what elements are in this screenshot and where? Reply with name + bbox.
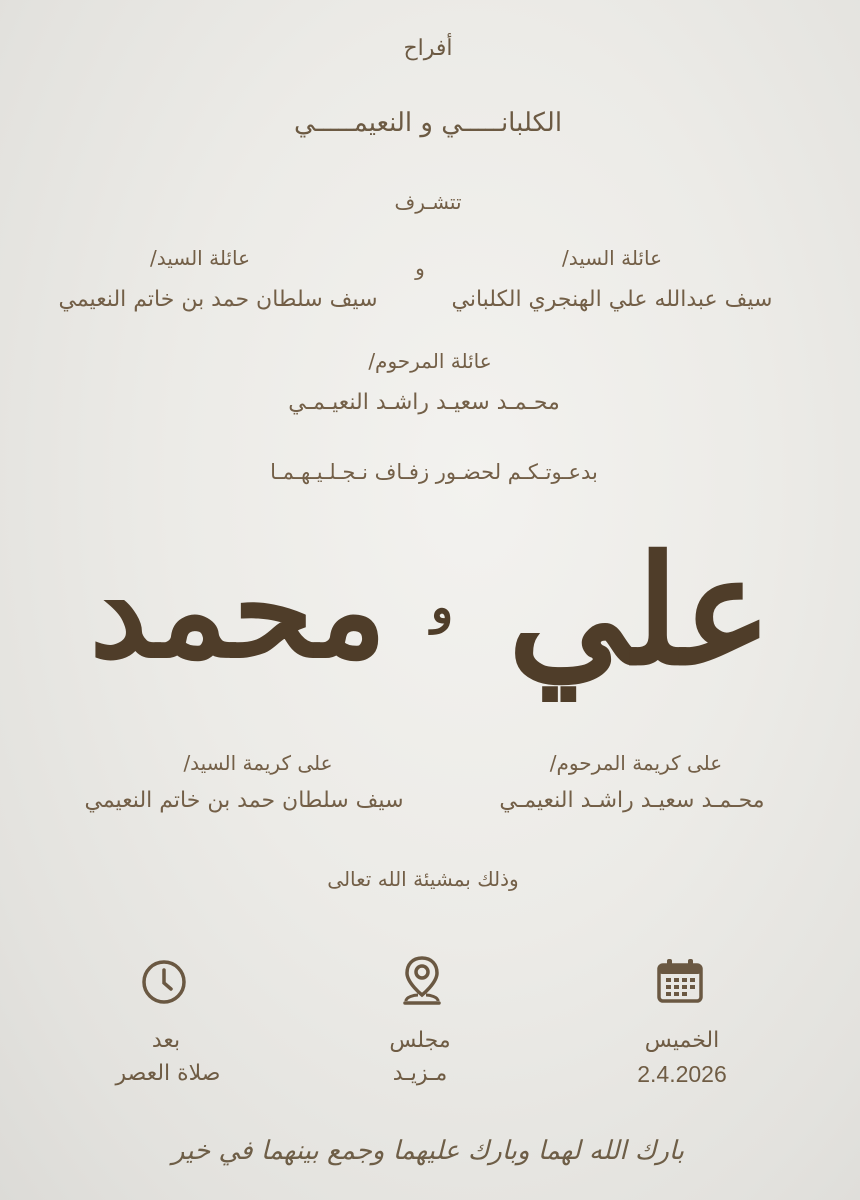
bride-left-label: على كريمة السيد/	[183, 751, 333, 775]
bride-right-label: على كريمة المرحوم/	[549, 751, 723, 775]
groom-left-name: محمد	[89, 534, 387, 687]
family-center-label: عائلة المرحوم/	[368, 349, 492, 373]
event-day: الخميس	[644, 1028, 720, 1053]
family-right-label: عائلة السيد/	[561, 246, 663, 270]
venue-line2: مـزيـد	[392, 1061, 448, 1086]
header-title: أفراح	[403, 36, 453, 61]
time-line1: بعد	[151, 1028, 181, 1053]
invitation-text: بدعـوتـكـم لحضـور زفـاف نـجـلـيـهـمـا	[270, 460, 598, 484]
willing-text: وذلك بمشيئة الله تعالى	[327, 867, 519, 891]
conjunction-text: و	[415, 256, 425, 280]
clock-icon	[140, 958, 188, 1010]
bride-left-name: سيف سلطان حمد بن خاتم النعيمي	[84, 788, 404, 813]
family-center-name: محـمـد سعيـد راشـد النعيـمـي	[288, 390, 560, 415]
honored-text: تتشـرف	[394, 190, 462, 214]
family-left-name: سيف سلطان حمد بن خاتم النعيمي	[58, 287, 378, 312]
location-pin-icon	[402, 955, 442, 1013]
calendar-icon	[656, 958, 704, 1008]
families-names: الكلبانـــــي و النعيمـــــي	[293, 108, 563, 138]
bride-right-name: محـمـد سعيـد راشـد النعيمـي	[499, 788, 765, 813]
event-date: 2.4.2026	[637, 1061, 727, 1087]
time-line2: صلاة العصر	[115, 1061, 221, 1086]
grooms-connector: و	[430, 580, 454, 634]
family-right-name: سيف عبدالله علي الهنجري الكلباني	[451, 287, 773, 312]
blessing-calligraphy: بارك الله لهما وبارك عليهما وجمع بينهما في خير	[171, 1136, 685, 1166]
venue-line1: مجلس	[389, 1028, 451, 1053]
family-left-label: عائلة السيد/	[149, 246, 251, 270]
groom-right-name: علي	[507, 523, 773, 699]
